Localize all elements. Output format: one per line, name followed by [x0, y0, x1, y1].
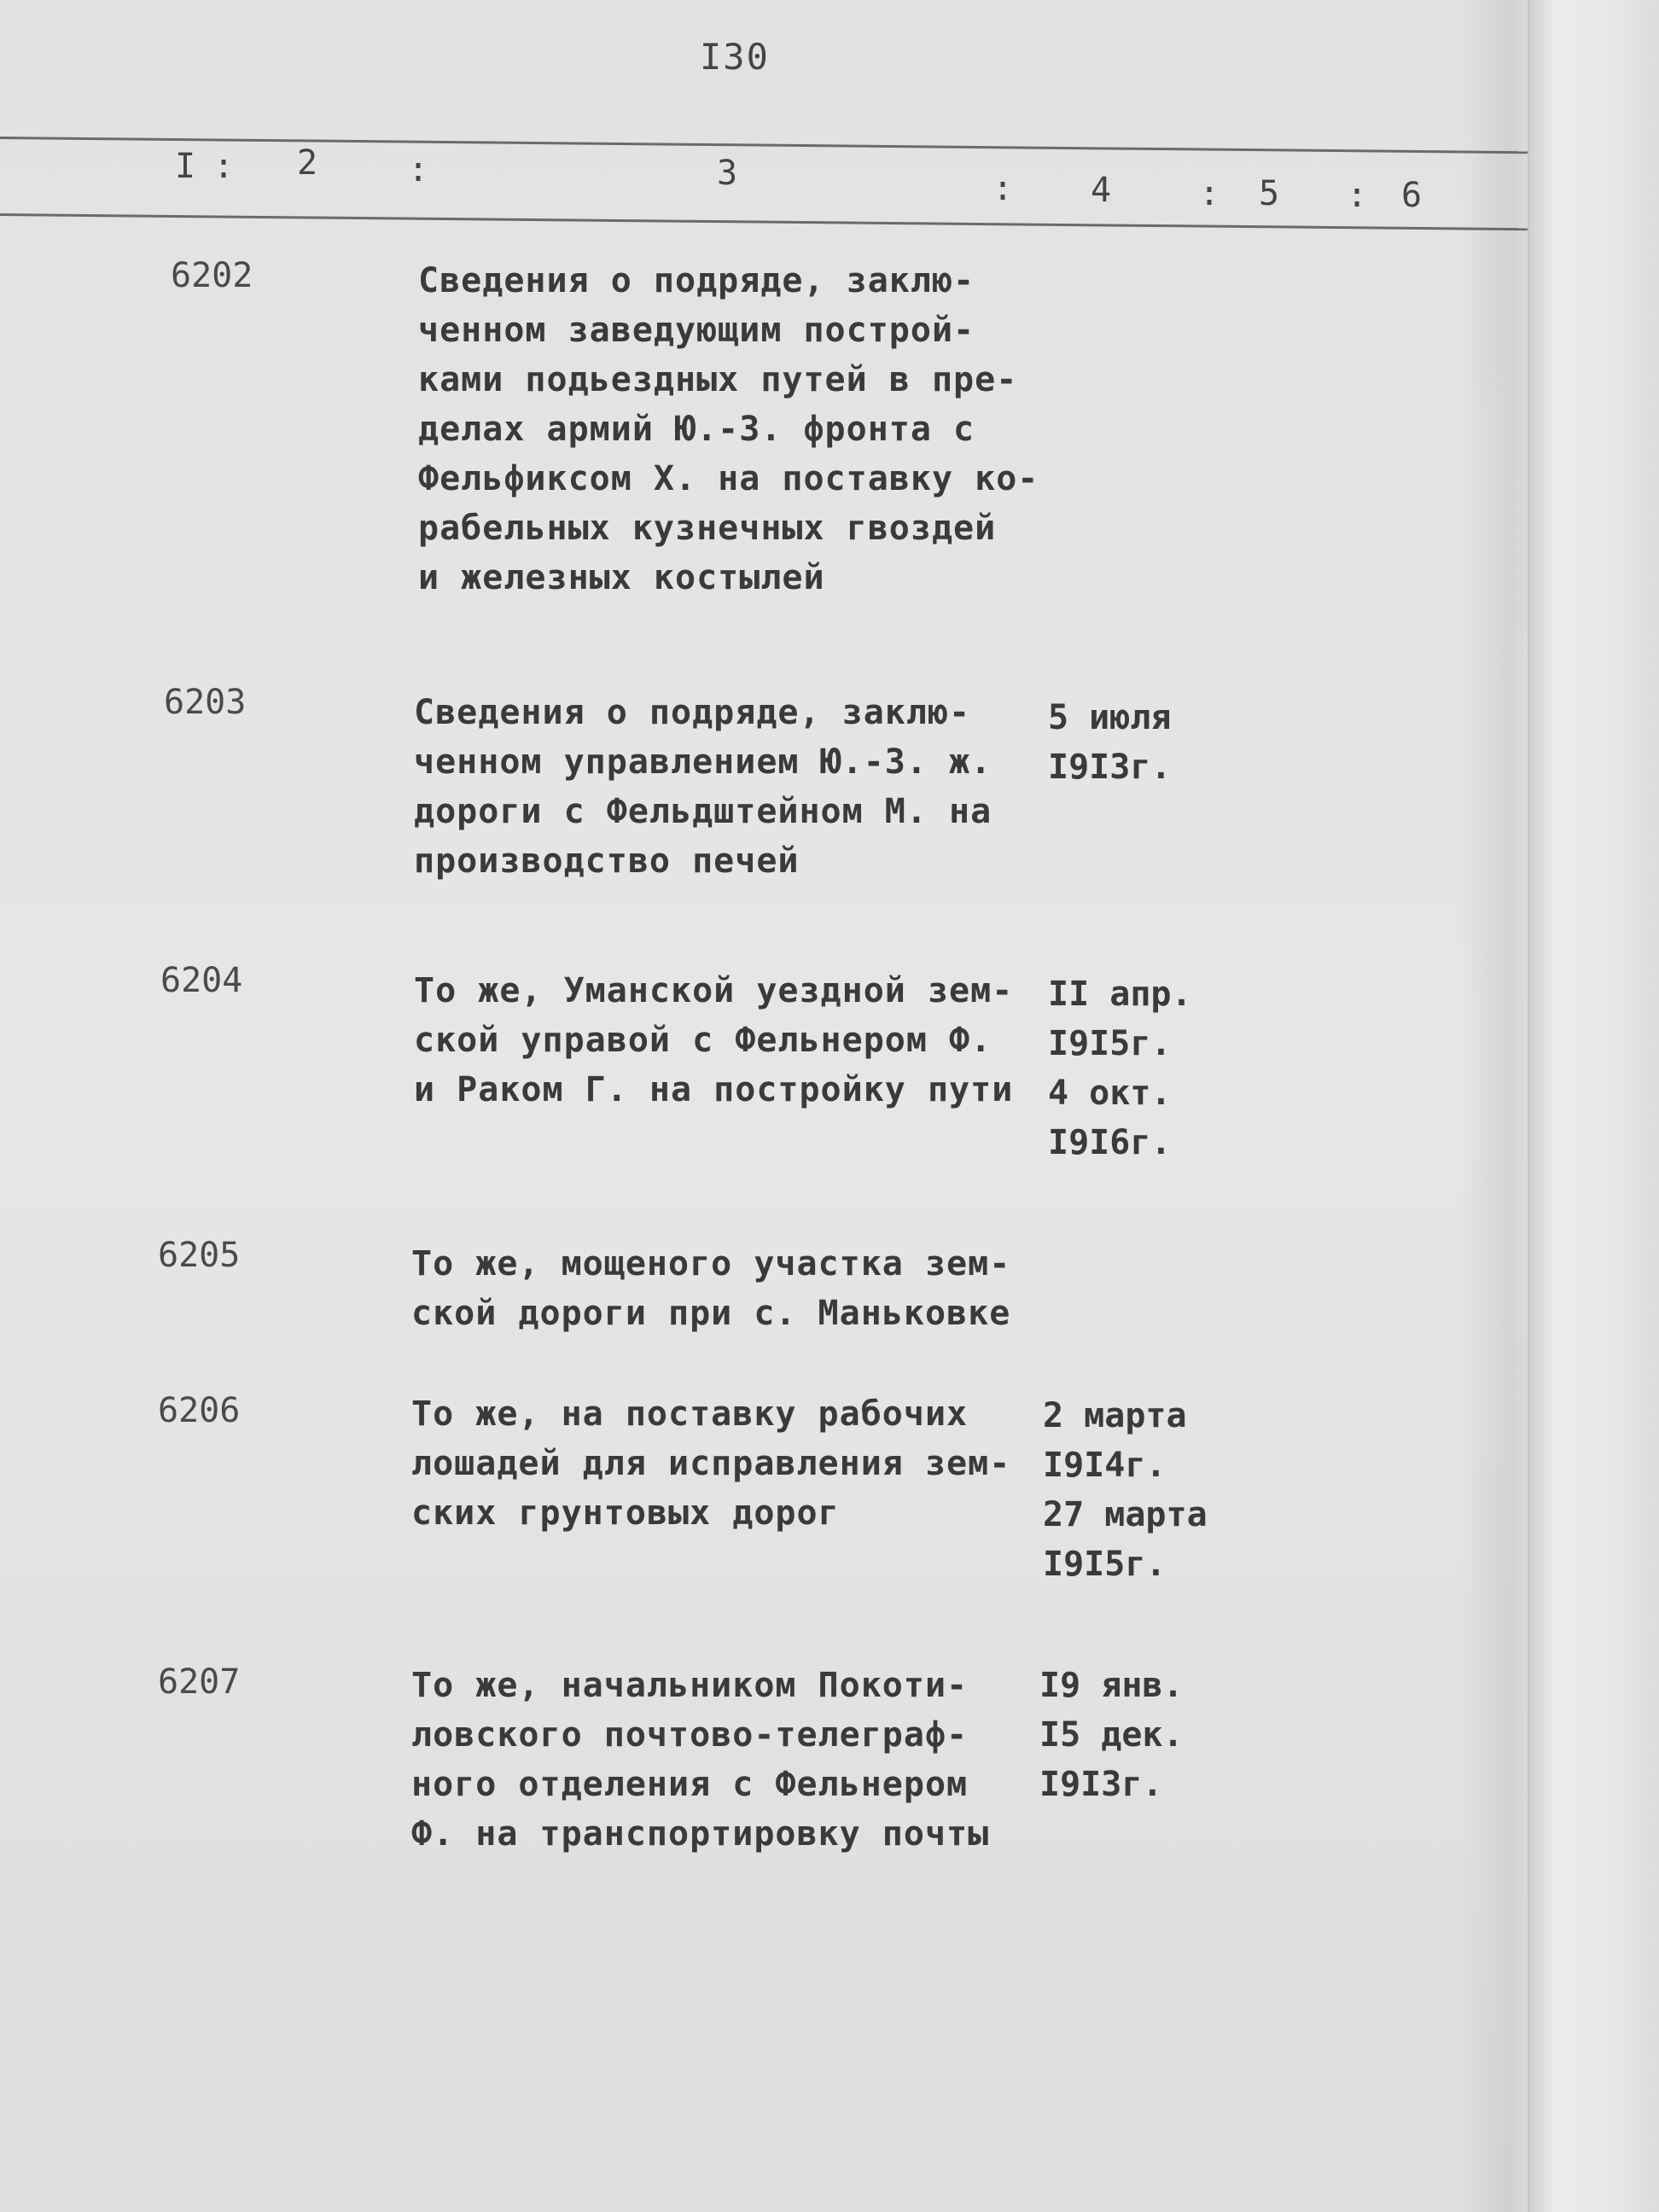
description-line: производство печей	[414, 841, 800, 881]
description-line: лошадей для исправления зем-	[411, 1444, 1011, 1483]
description-line: Сведения о подряде, заклю-	[414, 693, 971, 732]
date-line: II апр.	[1048, 975, 1192, 1014]
column-header-6: 6	[1401, 176, 1423, 215]
date-line: I9I5г.	[1043, 1545, 1167, 1584]
description-line: То же, мощеного участка зем-	[411, 1244, 1011, 1284]
date-line: 2 марта	[1043, 1396, 1187, 1435]
entry-description	[411, 1239, 1010, 1338]
description-line: и железных костылей	[418, 558, 825, 597]
column-separator: :	[1199, 174, 1220, 213]
date-line: I5 дек.	[1039, 1715, 1184, 1755]
description-line: Ф. на транспортировку почты	[411, 1814, 990, 1854]
header-bottom-rule	[0, 213, 1528, 230]
entry-number: 6204	[160, 961, 243, 1000]
description-line: То же, на поставку рабочих	[411, 1394, 969, 1434]
description-line: рабельных кузнечных гвоздей	[418, 509, 997, 548]
entry-number: 6203	[164, 683, 247, 722]
column-separator: :	[992, 169, 1014, 208]
date-line: 5 июля	[1048, 698, 1172, 737]
description-line: ного отделения с Фельнером	[411, 1765, 969, 1804]
column-separator: :	[213, 147, 235, 186]
description-line: Фельфиксом Х. на поставку ко-	[418, 459, 1039, 498]
column-separator: :	[408, 150, 429, 189]
page-number: I30	[700, 36, 770, 78]
entry-dates	[1048, 969, 1192, 1167]
column-separator: :	[1347, 176, 1368, 215]
date-line: I9 янв.	[1039, 1666, 1184, 1705]
entry-number: 6205	[158, 1236, 241, 1275]
entry-number: 6207	[158, 1662, 241, 1702]
description-line: Сведения о подряде, заклю-	[418, 261, 975, 300]
date-line: I9I6г.	[1048, 1123, 1172, 1162]
entry-number: 6202	[171, 256, 253, 295]
description-line: ками подьездных путей в пре-	[418, 360, 1018, 399]
date-line: I9I3г.	[1039, 1765, 1163, 1804]
date-line: 4 окт.	[1048, 1074, 1172, 1113]
column-header-5: 5	[1259, 174, 1280, 213]
page-binding-edge	[1528, 0, 1659, 2212]
entry-description	[418, 256, 1039, 602]
column-header-1: I	[175, 147, 196, 186]
date-line: I9I4г.	[1043, 1446, 1167, 1485]
entry-number: 6206	[158, 1391, 241, 1430]
entry-description	[411, 1661, 989, 1859]
description-line: То же, Уманской уездной зем-	[414, 971, 1014, 1010]
description-line: То же, начальником Покоти-	[411, 1666, 969, 1705]
entry-dates	[1048, 693, 1172, 792]
date-line: I9I5г.	[1048, 1024, 1172, 1063]
description-line: ловского почтово-телеграф-	[411, 1715, 969, 1755]
entry-description	[414, 688, 992, 886]
description-line: делах армий Ю.-З. фронта с	[418, 410, 975, 449]
entry-dates	[1039, 1661, 1184, 1809]
column-header-2: 2	[297, 143, 318, 183]
entry-description	[411, 1389, 1010, 1538]
description-line: ских грунтовых дорог	[411, 1493, 840, 1533]
description-line: и Раком Г. на постройку пути	[414, 1070, 1014, 1109]
description-line: ченном управлением Ю.-З. ж.	[414, 742, 992, 782]
description-line: ской дороги при с. Маньковке	[411, 1294, 1011, 1333]
entry-description	[414, 966, 1013, 1115]
column-header-4: 4	[1091, 171, 1112, 210]
date-line: I9I3г.	[1048, 748, 1172, 787]
column-header-3: 3	[717, 154, 738, 193]
description-line: ченном заведующим построй-	[418, 311, 975, 350]
description-line: дороги с Фельдштейном М. на	[414, 792, 992, 831]
description-line: ской управой с Фельнером Ф.	[414, 1021, 992, 1060]
date-line: 27 марта	[1043, 1495, 1208, 1534]
entry-dates	[1043, 1391, 1208, 1589]
